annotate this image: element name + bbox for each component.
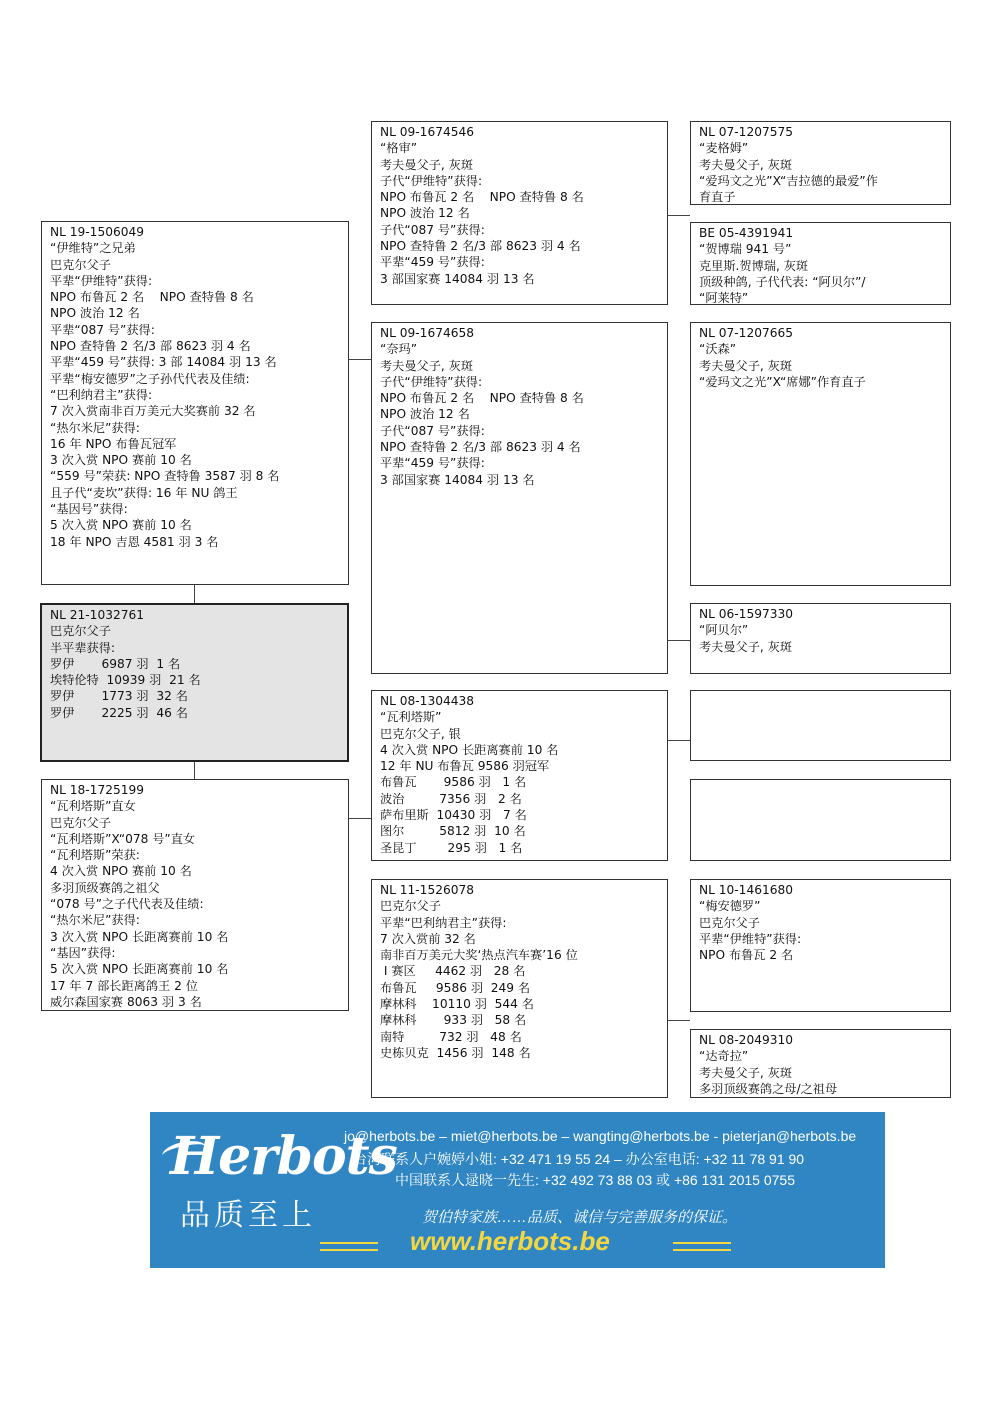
connector bbox=[668, 640, 690, 641]
sire-card bbox=[41, 221, 349, 585]
herbots-banner bbox=[150, 1112, 885, 1268]
website-link[interactable]: www.herbots.be bbox=[410, 1226, 610, 1256]
card-line: NPO 布鲁瓦 2 名 NPO 查特鲁 8 名 bbox=[50, 290, 254, 305]
card-line: 南特 732 羽 48 名 bbox=[380, 1029, 522, 1044]
connector bbox=[668, 215, 690, 216]
connector bbox=[668, 1020, 690, 1021]
card-line: NL 09-1674546 bbox=[380, 125, 474, 139]
card-line: 16 年 NPO 布鲁瓦冠军 bbox=[50, 436, 177, 451]
card-line: 且子代“麦坎”获得: 16 年 NU 鸽王 bbox=[50, 485, 238, 500]
card-line: 半平辈获得: bbox=[50, 640, 116, 655]
card-line: NPO 波治 12 名 bbox=[50, 306, 140, 321]
card-line: 平辈“巴利纳君主”获得: bbox=[380, 915, 507, 930]
card-line: “伊维特”之兄弟 bbox=[50, 241, 136, 256]
card-line: NPO 布鲁瓦 2 名 NPO 查特鲁 8 名 bbox=[380, 190, 584, 205]
card-line: 图尔 5812 羽 10 名 bbox=[380, 824, 526, 839]
card-line: 平辈“459 号”获得: bbox=[380, 255, 485, 270]
card-line: “瓦利塔斯”X“078 号”直女 bbox=[50, 831, 196, 846]
motto: 品质至上 bbox=[180, 1198, 316, 1233]
card-line: 3 次入赏 NPO 赛前 10 名 bbox=[50, 453, 192, 468]
card-line: 子代“伊维特”获得: bbox=[380, 374, 483, 389]
card-line: 平辈“梅安德罗”之子孙代代表及佳绩: bbox=[50, 371, 250, 386]
card-line: NL 11-1526078 bbox=[380, 883, 474, 897]
card-line: 7 次入赏前 32 名 bbox=[380, 931, 476, 946]
card-line: 平辈“459 号”获得: bbox=[380, 456, 485, 471]
card-line: 考夫曼父子, 灰斑 bbox=[699, 1065, 793, 1080]
card-line: “热尔米尼”获得: bbox=[50, 420, 140, 435]
card-line: “达奇拉” bbox=[699, 1049, 749, 1064]
card-line: “格审” bbox=[380, 141, 418, 156]
dam-dam-card bbox=[371, 879, 668, 1098]
card-line: NL 08-1304438 bbox=[380, 694, 474, 708]
card-line: 育直子 bbox=[699, 190, 736, 205]
slogan: 贺伯特家族……品质、诚信与完善服务的保证。 bbox=[422, 1209, 738, 1226]
card-line: 3 部国家赛 14084 羽 13 名 bbox=[380, 472, 535, 487]
card-line: 克里斯.贺博瑞, 灰斑 bbox=[699, 258, 809, 273]
card-line: “贺博瑞 941 号” bbox=[699, 242, 792, 257]
sire-sire-card bbox=[371, 121, 668, 305]
card-line: NPO 查特鲁 2 名/3 部 8623 羽 4 名 bbox=[380, 440, 581, 455]
decorative-bar bbox=[673, 1242, 731, 1251]
card-line: 18 年 NPO 吉恩 4581 羽 3 名 bbox=[50, 534, 219, 549]
subject-card bbox=[40, 603, 349, 762]
card-line: 罗伊 1773 羽 32 名 bbox=[50, 689, 188, 704]
card-line: “基因”获得: bbox=[50, 945, 116, 960]
card-line: 平辈“087 号”获得: bbox=[50, 322, 155, 337]
card-line: NL 07-1207665 bbox=[699, 326, 793, 340]
card-line: 子代“伊维特”获得: bbox=[380, 173, 483, 188]
email-line[interactable]: jo@herbots.be – miet@herbots.be – wangting@herbots.be - pieterjan@herbots.be bbox=[344, 1128, 857, 1144]
card-line: “瓦利塔斯”直女 bbox=[50, 799, 136, 814]
card-line: “基因号”获得: bbox=[50, 502, 128, 517]
card-line: 布鲁瓦 9586 羽 249 名 bbox=[380, 980, 531, 995]
card-line: 考夫曼父子, 灰斑 bbox=[699, 157, 793, 172]
card-line: 巴克尔父子 bbox=[50, 257, 111, 272]
card-line: 考夫曼父子, 灰斑 bbox=[380, 157, 474, 172]
card-line: 波治 7356 羽 2 名 bbox=[380, 791, 522, 806]
card-line: 5 次入赏 NPO 赛前 10 名 bbox=[50, 518, 192, 533]
card-line: 罗伊 2225 羽 46 名 bbox=[50, 705, 188, 720]
card-line: NL 07-1207575 bbox=[699, 125, 793, 139]
card-line: 考夫曼父子, 灰斑 bbox=[699, 639, 793, 654]
card-line: NPO 布鲁瓦 2 名 NPO 查特鲁 8 名 bbox=[380, 391, 584, 406]
sss-card bbox=[690, 121, 951, 205]
card-line: “阿莱特” bbox=[699, 291, 749, 305]
card-line: 3 部国家赛 14084 羽 13 名 bbox=[380, 271, 535, 286]
card-line: 多羽顶级赛鸽之祖父 bbox=[50, 880, 160, 895]
card-line: 顶级种鸽, 子代代表: “阿贝尔”/ bbox=[699, 274, 866, 289]
card-line: BE 05-4391941 bbox=[699, 226, 794, 240]
card-line: 4 次入赏 NPO 长距离赛前 10 名 bbox=[380, 742, 559, 757]
card-line: I 赛区 4462 羽 28 名 bbox=[380, 964, 526, 979]
card-line: 考夫曼父子, 灰斑 bbox=[699, 358, 793, 373]
card-line: 平辈“459 号”获得: 3 部 14084 羽 13 名 bbox=[50, 355, 277, 370]
card-line: “奈玛” bbox=[380, 342, 418, 357]
card-line: 布鲁瓦 9586 羽 1 名 bbox=[380, 775, 527, 790]
card-line: “爱玛文之光”X“吉拉德的最爱”作 bbox=[699, 173, 878, 188]
card-line: NPO 波治 12 名 bbox=[380, 206, 470, 221]
card-line: 5 次入赏 NPO 长距离赛前 10 名 bbox=[50, 962, 229, 977]
card-line: 平辈“伊维特”获得: bbox=[50, 273, 153, 288]
card-line: 威尔森国家赛 8063 羽 3 名 bbox=[50, 994, 202, 1009]
card-line: NL 08-2049310 bbox=[699, 1033, 793, 1047]
card-line: 3 次入赏 NPO 长距离赛前 10 名 bbox=[50, 929, 229, 944]
dds-card bbox=[690, 879, 951, 1012]
card-line: 子代“087 号”获得: bbox=[380, 222, 485, 237]
card-line: 12 年 NU 布鲁瓦 9586 羽冠军 bbox=[380, 759, 550, 774]
card-line: NPO 查特鲁 2 名/3 部 8623 羽 4 名 bbox=[50, 339, 251, 354]
card-line: NPO 布鲁瓦 2 名 bbox=[699, 948, 794, 963]
card-line: 南非百万美元大奖‘热点汽车赛’16 位 bbox=[380, 948, 578, 963]
card-line: “078 号”之子代代表及佳绩: bbox=[50, 897, 204, 912]
card-line: 摩林科 933 羽 58 名 bbox=[380, 1013, 527, 1028]
card-line: “麦格姆” bbox=[699, 141, 749, 156]
taiwan-contact: 台湾联系人户婉婷小姐: +32 471 19 55 24 – 办公室电话: +32 11 78 91 90 bbox=[353, 1151, 805, 1167]
card-line: 圣昆丁 295 羽 1 名 bbox=[380, 840, 523, 855]
sire-dam-card bbox=[371, 322, 668, 674]
card-line: “热尔米尼”获得: bbox=[50, 913, 140, 928]
card-line: NL 09-1674658 bbox=[380, 326, 474, 340]
card-line: 4 次入赏 NPO 赛前 10 名 bbox=[50, 864, 192, 879]
card-line: 巴克尔父子 bbox=[380, 899, 441, 914]
card-line: 罗伊 6987 羽 1 名 bbox=[50, 656, 181, 671]
card-line: 17 年 7 部长距离鸽王 2 位 bbox=[50, 978, 198, 993]
decorative-bar bbox=[320, 1242, 378, 1251]
card-line: NPO 波治 12 名 bbox=[380, 407, 470, 422]
card-line: 考夫曼父子, 灰斑 bbox=[380, 358, 474, 373]
card-line: 埃特伦特 10939 羽 21 名 bbox=[50, 673, 201, 688]
china-contact: 中国联系人逯晓一先生: +32 492 73 88 03 或 +86 131 2015 0755 bbox=[395, 1172, 796, 1188]
connector bbox=[668, 740, 690, 741]
card-line: 巴克尔父子, 银 bbox=[380, 726, 461, 741]
card-line: 巴克尔父子 bbox=[50, 815, 111, 830]
connector bbox=[194, 762, 195, 779]
card-line: NL 06-1597330 bbox=[699, 607, 793, 621]
card-line: “沃森” bbox=[699, 342, 737, 357]
dsd-card bbox=[690, 779, 951, 861]
card-line: 平辈“伊维特”获得: bbox=[699, 931, 802, 946]
card-line: “爱玛文之光”X“席娜”作育直子 bbox=[699, 374, 866, 389]
card-line: “瓦利塔斯”荣获: bbox=[50, 848, 140, 863]
card-line: 7 次入赏南非百万美元大奖赛前 32 名 bbox=[50, 404, 256, 419]
dss-card bbox=[690, 690, 951, 761]
card-line: “559 号”荣获: NPO 查特鲁 3587 羽 8 名 bbox=[50, 469, 280, 484]
connector bbox=[194, 585, 195, 603]
dam-card bbox=[41, 779, 349, 1011]
card-line: NL 21-1032761 bbox=[50, 608, 144, 622]
dam-sire-card bbox=[371, 690, 668, 861]
card-line: NL 10-1461680 bbox=[699, 883, 793, 897]
card-line: 史栋贝克 1456 羽 148 名 bbox=[380, 1045, 531, 1060]
card-line: “阿贝尔” bbox=[699, 623, 749, 638]
sds-card bbox=[690, 322, 951, 586]
card-line: NL 19-1506049 bbox=[50, 225, 144, 239]
sdd-card bbox=[690, 603, 951, 674]
brand-logo: Herbots bbox=[170, 1126, 397, 1187]
card-line: 巴克尔父子 bbox=[699, 915, 760, 930]
ssd-card bbox=[690, 222, 951, 305]
card-line: NPO 查特鲁 2 名/3 部 8623 羽 4 名 bbox=[380, 239, 581, 254]
card-line: 摩林科 10110 羽 544 名 bbox=[380, 997, 534, 1012]
card-line: 巴克尔父子 bbox=[50, 624, 111, 639]
connector bbox=[349, 359, 371, 360]
card-line: 多羽顶级赛鸽之母/之祖母 bbox=[699, 1081, 838, 1096]
connector bbox=[349, 818, 371, 819]
card-line: “梅安德罗” bbox=[699, 899, 761, 914]
card-line: “瓦利塔斯” bbox=[380, 710, 442, 725]
ddd-card bbox=[690, 1029, 951, 1098]
card-line: NL 18-1725199 bbox=[50, 783, 144, 797]
card-line: 萨布里斯 10430 羽 7 名 bbox=[380, 808, 527, 823]
card-line: “巴利纳君主”获得: bbox=[50, 387, 153, 402]
card-line: 子代“087 号”获得: bbox=[380, 423, 485, 438]
